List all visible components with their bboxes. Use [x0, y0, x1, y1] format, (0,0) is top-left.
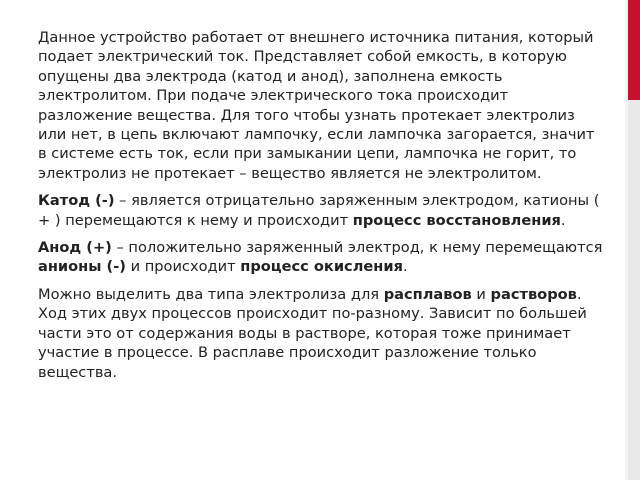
anode-end: .: [402, 258, 408, 276]
cathode-paragraph: [38, 191, 606, 230]
cathode-process: процесс восстановления: [352, 211, 561, 229]
anode-anions: анионы (-): [38, 258, 126, 276]
types-text: Можно выделить два типа электролиза для: [38, 285, 384, 303]
types-melts: расплавов: [383, 285, 472, 303]
anode-process: процесс окисления: [240, 258, 403, 276]
intro-paragraph: Данное устройство работает от внешнего источника питания, который подает электрический ток. Представляет собой емкость, в которую опущены два электрода (катод и анод), заполнена емкость электролитом. При подаче электрического тока происходит разложение вещества. Для того чтобы узнать протекает электролиз или нет, в цепь включают лампочку, если лампочка загорается, значит в системе есть ток, если при замыкании цепи, лампочка не горит, то электролиз не протекает – вещество является не электролитом.: [38, 29, 595, 182]
anode-term: Анод (+): [38, 239, 112, 257]
types-and: и: [471, 285, 491, 303]
cathode-term: Катод (-): [38, 192, 115, 210]
types-solutions: растворов: [490, 285, 577, 303]
anode-text: – положительно заряженный электрод, к нему перемещаются: [111, 239, 603, 257]
accent-red-block: [628, 0, 640, 100]
cathode-text: – является отрицательно заряженным электродом, катионы ( + ) перемещаются к нему и происходит: [38, 192, 600, 229]
slide-text: [38, 28, 606, 390]
anode-text-2: и происходит: [125, 258, 241, 276]
types-text-3: . Ход этих двух процессов происходит по-разному. Зависит по большей части это от содержания воды в растворе, которая тоже принимает участие в процессе. В расплаве происходит разложение только вещества.: [38, 285, 587, 381]
anode-paragraph: [38, 238, 606, 277]
cathode-end: .: [560, 211, 566, 229]
types-paragraph: [38, 285, 606, 382]
